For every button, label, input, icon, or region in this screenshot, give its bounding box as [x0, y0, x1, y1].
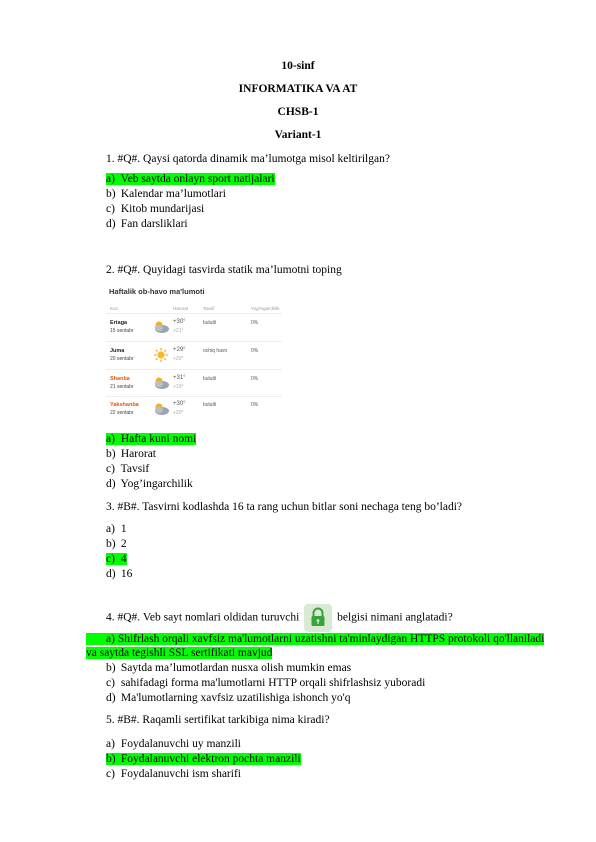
question-4: [106, 604, 453, 632]
weather-low: +21°: [173, 328, 184, 334]
weather-row: [106, 344, 282, 370]
q3-option-c: c) 4: [106, 553, 127, 565]
q3-option-b: b) 2: [106, 538, 127, 550]
cloud-sun-icon: [152, 320, 170, 334]
weather-day: Juma: [110, 348, 125, 354]
weather-table-image: [106, 283, 282, 416]
weather-high: +30°: [173, 319, 186, 325]
q2-option-b: b) Harorat: [106, 448, 156, 460]
question-4-text-start: 4. #Q#. Veb sayt nomlari oldidan turuvchi: [106, 611, 300, 624]
divider: [106, 396, 282, 397]
variant-heading: Variant-1: [274, 129, 322, 141]
q4-option-a: a) Shifrlash orqali xavfsiz ma'lumotlarni uzatishni ta'minlaydigan HTTPS protokoli qo'llaniladi va saytda tegishli SSL sertifikati mavjud: [86, 633, 545, 659]
q2-option-d: d) Yog’ingarchilik: [106, 478, 193, 490]
weather-day: Ertaga: [110, 320, 128, 326]
weather-desc: bulutli: [203, 376, 217, 382]
weather-header-precip: Yog'ingarchilik: [251, 306, 280, 311]
sun-icon: [152, 348, 170, 362]
question-1: 1. #Q#. Qaysi qatorda dinamik ma’lumotga misol keltirilgan?: [106, 153, 390, 165]
weather-low: +20°: [173, 410, 184, 416]
q4-option-c: c) sahifadagi forma ma'lumotlarni HTTP orqali shifrlashsiz yuboradi: [106, 677, 426, 689]
weather-low: +20°: [173, 356, 184, 362]
weather-date: 15 sentabr: [110, 328, 134, 334]
q5-option-a: a) Foydalanuvchi uy manzili: [106, 738, 241, 750]
weather-precip: 0%: [251, 376, 259, 382]
q1-option-a: a) Veb saytda onlayn sport natijalari: [106, 173, 275, 185]
weather-low: +19°: [173, 384, 184, 390]
weather-row: [106, 372, 282, 398]
weather-day: Shanba: [110, 376, 130, 382]
lock-icon: [304, 604, 332, 632]
question-4-text-end: belgisi nimani anglatadi?: [337, 611, 453, 624]
weather-high: +31°: [173, 375, 186, 381]
weather-day: Yakshanba: [110, 402, 139, 408]
q1-option-c: c) Kitob mundarijasi: [106, 203, 205, 215]
weather-desc: bulutli: [203, 402, 217, 408]
weather-precip: 0%: [251, 402, 259, 408]
q4-option-b: b) Saytda ma’lumotlardan nusxa olish mumkin emas: [106, 662, 352, 674]
weather-title: Haftalik ob-havo ma'lumoti: [109, 287, 205, 296]
q1-option-d: d) Fan darsliklari: [106, 218, 188, 230]
q1-option-b: b) Kalendar ma’lumotlari: [106, 188, 226, 200]
weather-date: 22 sentabr: [110, 410, 134, 416]
q2-option-a: a) Hafta kuni nomi: [106, 433, 197, 445]
q3-option-d: d) 16: [106, 568, 133, 580]
weather-desc: bulutli: [203, 320, 217, 326]
weather-header-temp: Harorat: [173, 306, 189, 311]
weather-high: +30°: [173, 401, 186, 407]
q5-option-b: b) Foydalanuvchi elektron pochta manzili: [106, 753, 301, 765]
question-2: 2. #Q#. Quyidagi tasvirda statik ma’lumotni toping: [106, 264, 342, 276]
weather-header-desc: Tavsif: [203, 306, 215, 311]
cloud-sun-icon: [152, 402, 170, 416]
subject-heading: INFORMATIKA VA AT: [238, 83, 358, 95]
weather-header-day: Kun: [110, 306, 119, 311]
weather-date: 20 sentabr: [110, 356, 134, 362]
test-heading: CHSB-1: [277, 106, 319, 118]
weather-date: 21 sentabr: [110, 384, 134, 390]
q4-option-d: d) Ma'lumotlarning xavfsiz uzatilishiga ishonch yo'q: [106, 692, 351, 704]
q2-option-c: c) Tavsif: [106, 463, 150, 475]
question-3: 3. #B#. Tasvirni kodlashda 16 ta rang uchun bitlar soni nechaga teng bo’ladi?: [106, 501, 463, 513]
weather-high: +29°: [173, 347, 186, 353]
cloud-sun-icon: [152, 376, 170, 390]
grade-heading: 10-sinf: [281, 60, 315, 72]
q5-option-c: c) Foydalanuvchi ism sharifi: [106, 768, 241, 780]
q3-option-a: a) 1: [106, 523, 127, 535]
divider: [106, 341, 282, 342]
question-5: 5. #B#. Raqamli sertifikat tarkibiga nima kiradi?: [106, 714, 330, 726]
weather-precip: 0%: [251, 348, 259, 354]
divider: [106, 313, 282, 314]
weather-row: [106, 398, 282, 424]
weather-precip: 0%: [251, 320, 259, 326]
divider: [106, 369, 282, 370]
weather-desc: ochiq havo: [203, 348, 228, 354]
weather-row: [106, 316, 282, 342]
